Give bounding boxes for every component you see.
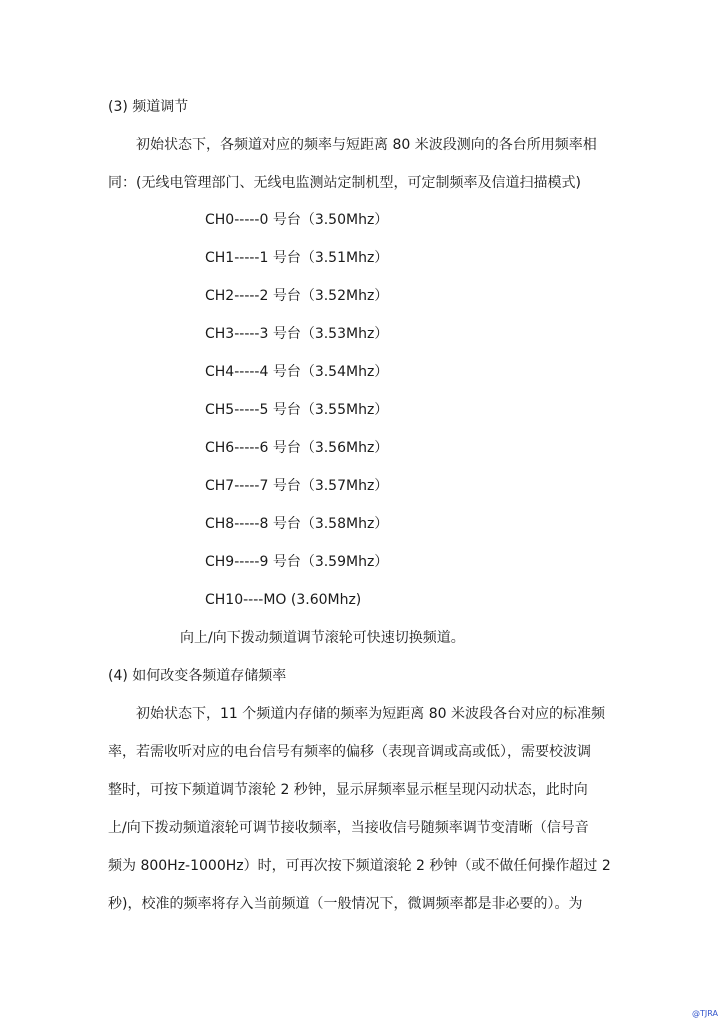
channel-item: CH7-----7 号台（3.57Mhz）	[205, 478, 389, 494]
section-4-heading: (4) 如何改变各频道存储频率	[108, 668, 287, 684]
channel-item: CH1-----1 号台（3.51Mhz）	[205, 250, 389, 266]
channel-item: CH3-----3 号台（3.53Mhz）	[205, 326, 389, 342]
paragraph-line: 初始状态下，各频道对应的频率与短距离 80 米波段测向的各台所用频率相	[136, 137, 597, 153]
watermark: @TJRA	[692, 1009, 718, 1018]
channel-item: CH8-----8 号台（3.58Mhz）	[205, 516, 389, 532]
paragraph-line: 率，若需收听对应的电台信号有频率的偏移（表现音调或高或低），需要校波调	[108, 744, 591, 760]
channel-item: CH2-----2 号台（3.52Mhz）	[205, 288, 389, 304]
paragraph-line: 同：(无线电管理部门、无线电监测站定制机型，可定制频率及信道扫描模式)	[108, 175, 581, 191]
section-3-heading: (3) 频道调节	[108, 99, 189, 115]
channel-item: CH9-----9 号台（3.59Mhz）	[205, 554, 389, 570]
channel-item: CH5-----5 号台（3.55Mhz）	[205, 402, 389, 418]
channel-item: CH6-----6 号台（3.56Mhz）	[205, 440, 389, 456]
channel-item: CH0-----0 号台（3.50Mhz）	[205, 212, 389, 228]
paragraph-line: 秒)，校准的频率将存入当前频道（一般情况下，微调频率都是非必要的）。为	[108, 896, 583, 912]
channel-item: CH4-----4 号台（3.54Mhz）	[205, 364, 389, 380]
channel-switch-note: 向上/向下拨动频道调节滚轮可快速切换频道。	[180, 630, 465, 646]
paragraph-line: 整时，可按下频道调节滚轮 2 秒钟，显示屏频率显示框呈现闪动状态，此时向	[108, 782, 588, 798]
channel-item: CH10----MO (3.60Mhz)	[205, 592, 362, 608]
paragraph-line: 频为 800Hz-1000Hz）时，可再次按下频道滚轮 2 秒钟（或不做任何操作超过 2	[108, 858, 611, 874]
paragraph-line: 初始状态下，11 个频道内存储的频率为短距离 80 米波段各台对应的标准频	[136, 706, 605, 722]
paragraph-line: 上/向下拨动频道滚轮可调节接收频率，当接收信号随频率调节变清晰（信号音	[108, 820, 589, 836]
